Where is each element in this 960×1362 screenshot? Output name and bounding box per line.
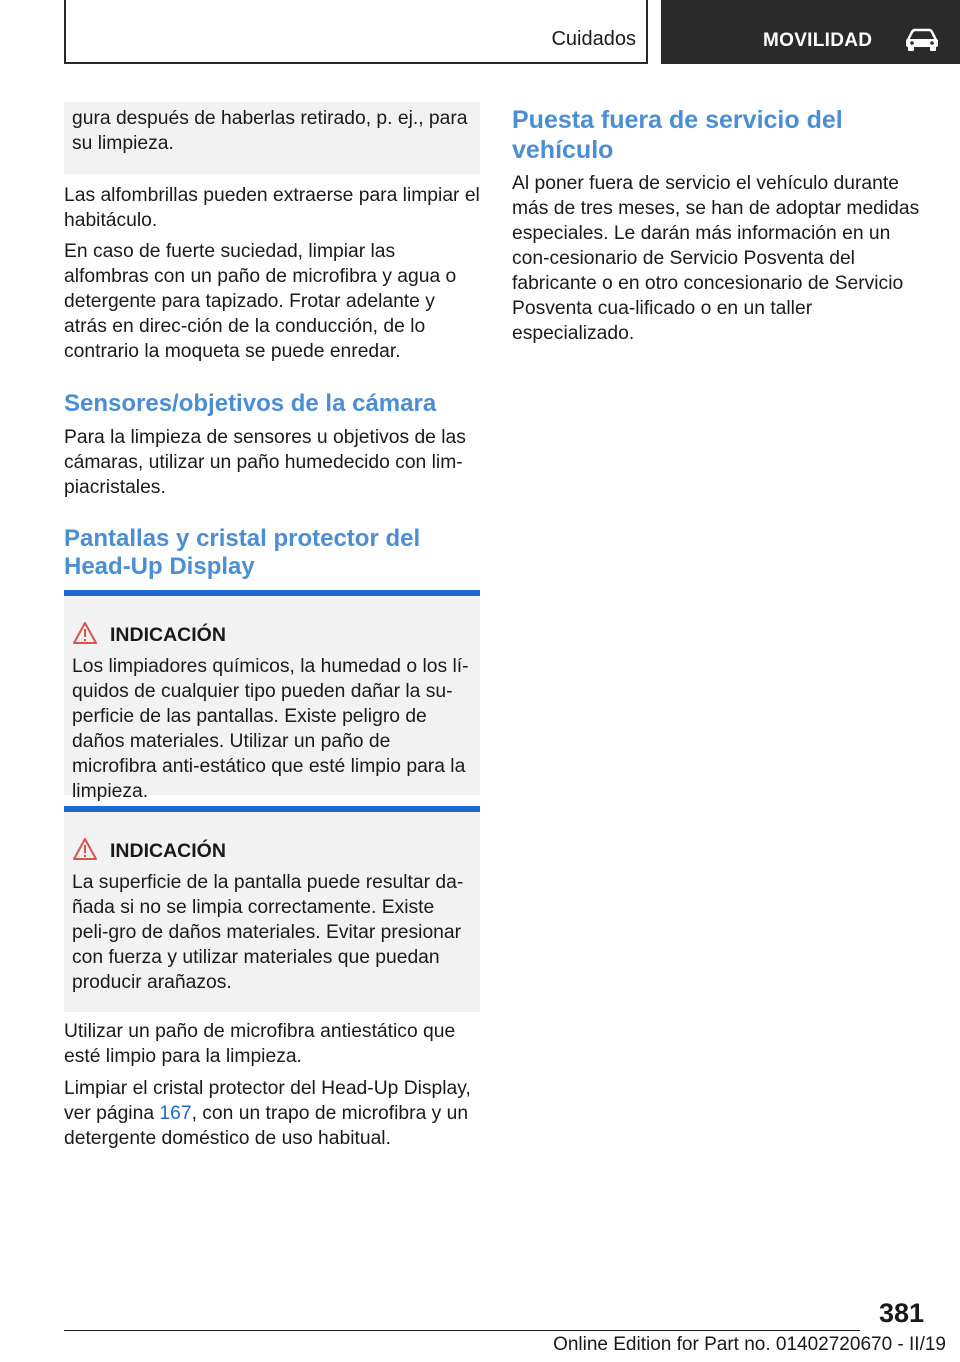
paragraph: Utilizar un paño de microfibra antiestático que esté limpio para la limpieza. [64, 1021, 456, 1067]
chapter-label: MOVILIDAD [763, 30, 873, 51]
notice-title: INDICACIÓN [110, 624, 226, 646]
warning-triangle-icon [72, 621, 98, 645]
continued-text: gura después de haberlas retirado, p. ej., para su limpieza. [72, 108, 468, 154]
paragraph-text: Limpiar el cristal protector del Head-Up Display, ver página [64, 1078, 471, 1124]
paragraph: En caso de fuerte suciedad, limpiar las alfombras con un paño de microfibra y agua o detergente para tapizado. Frotar adelante y atrás en direc-ción de la conducción, de lo contrario la moqueta se puede enredar. [64, 241, 457, 362]
edition-note: Online Edition for Part no. 01402720670 - II/19 [553, 1334, 946, 1355]
section-heading: Pantallas y cristal protector del Head-Up Display [64, 525, 421, 580]
section-heading: Sensores/objetivos de la cámara [64, 390, 437, 417]
paragraph-text: , con un trapo de microfibra y un detergente doméstico de uso habitual. [64, 1103, 469, 1149]
notice-text: Los limpiadores químicos, la humedad o los lí-quidos de cualquier tipo pueden dañar la su-perficie de las pantallas. Existe peligro de daños materiales. Utilizar un paño de microfibra anti-estático que esté limpio para la limpieza. [72, 656, 469, 802]
section-title: Cuidados [551, 28, 636, 50]
page-reference-link[interactable]: 167 [159, 1103, 192, 1124]
notice-text: La superficie de la pantalla puede resultar da-ñada si no se limpia correctamente. Existe peli-gro de daños materiales. Evitar presionar con fuerza y utilizar materiales que puedan producir arañazos. [72, 872, 464, 993]
notice-box [64, 590, 480, 802]
chapter-tab[interactable] [661, 0, 960, 64]
continued-box [64, 102, 480, 174]
footer-divider [64, 1330, 860, 1331]
paragraph: Las alfombrillas pueden extraerse para limpiar el habitáculo. [64, 185, 480, 231]
paragraph: Para la limpieza de sensores u objetivos de las cámaras, utilizar un paño humedecido con lim-piacristales. [64, 427, 466, 498]
car-icon [904, 28, 940, 52]
section-heading: Puesta fuera de servicio del vehículo [512, 106, 843, 164]
paragraph: Al poner fuera de servicio el vehículo durante más de tres meses, se han de adoptar medidas especiales. Le darán más información en un con-cesionario de Servicio Posventa del fabricante o en otro concesionario de Servicio Posventa cua-lificado o en un taller especializado. [512, 173, 920, 344]
page-number: 381 [878, 1298, 924, 1328]
notice-box [64, 806, 480, 1012]
warning-triangle-icon [72, 837, 98, 861]
notice-title: INDICACIÓN [110, 840, 226, 862]
paragraph-with-link [64, 1076, 480, 1151]
